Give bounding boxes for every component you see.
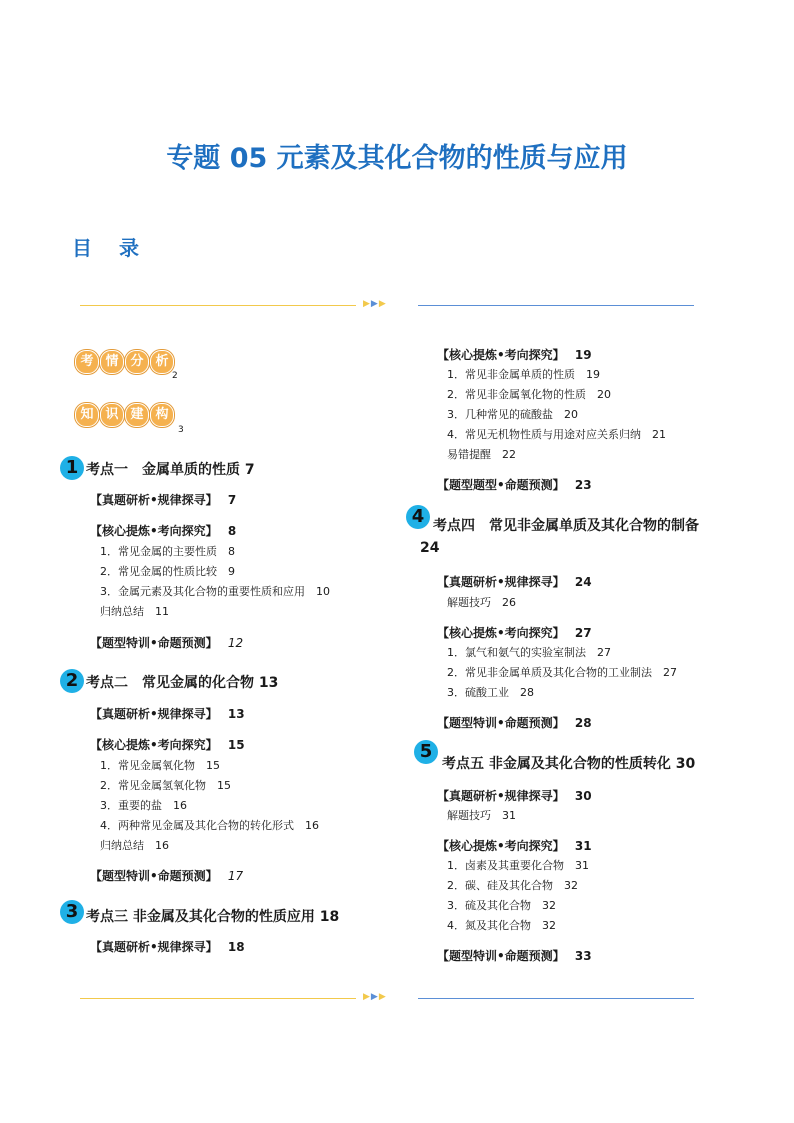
toc-item[interactable]: 2．碳、硅及其化合物 32	[447, 879, 578, 892]
divider-left	[80, 305, 356, 306]
page-number: 2	[172, 371, 178, 381]
toc-item[interactable]: 2．常见非金属单质及其化合物的工业制法 27	[447, 666, 677, 679]
section-link[interactable]: 【题型特训•命题预测】 17	[90, 869, 244, 883]
section-link[interactable]: 【题型特训•命题预测】 12	[90, 636, 244, 650]
toc-item[interactable]: 3．硫酸工业 28	[447, 686, 534, 699]
section-link[interactable]: 【题型特训•命题预测】 33	[437, 949, 592, 963]
point-number-icon: 1	[60, 456, 84, 480]
toc-item[interactable]: 3．硫及其化合物 32	[447, 899, 556, 912]
toc-item[interactable]: 4．氮及其化合物 32	[447, 919, 556, 932]
toc-item[interactable]: 1．常见金属氧化物 15	[100, 759, 220, 772]
toc-item[interactable]: 4．常见无机物性质与用途对应关系归纳 21	[447, 428, 666, 441]
page-number: 3	[178, 425, 184, 435]
toc-item[interactable]: 3．金属元素及其化合物的重要性质和应用 10	[100, 585, 330, 598]
toc-item[interactable]: 3．重要的盐 16	[100, 799, 187, 812]
toc-item[interactable]: 4．两种常见金属及其化合物的转化形式 16	[100, 819, 319, 832]
point-title[interactable]: 考点五 非金属及其化合物的性质转化 30	[442, 756, 696, 772]
point-number-icon: 3	[60, 900, 84, 924]
point-title[interactable]: 考点四 常见非金属单质及其化合物的制备	[433, 518, 699, 534]
section-link[interactable]: 【真题研析•规律探寻】 7	[90, 493, 237, 507]
badge-analysis: 考 情 分 析	[75, 350, 175, 374]
section-link[interactable]: 【核心提炼•考向探究】 8	[90, 524, 237, 538]
section-link[interactable]: 【核心提炼•考向探究】 19	[437, 348, 592, 362]
toc-item[interactable]: 2．常见非金属氧化物的性质 20	[447, 388, 611, 401]
section-link[interactable]: 【真题研析•规律探寻】 18	[90, 940, 245, 954]
point-number-icon: 5	[414, 740, 438, 764]
toc-item[interactable]: 归纳总结 11	[100, 605, 169, 618]
point-title[interactable]: 考点三 非金属及其化合物的性质应用 18	[86, 909, 340, 925]
section-link[interactable]: 【真题研析•规律探寻】 30	[437, 789, 592, 803]
toc-item[interactable]: 解题技巧 31	[447, 809, 516, 822]
section-link[interactable]: 【题型题型•命题预测】 23	[437, 478, 592, 492]
point-number-icon: 4	[406, 505, 430, 529]
section-link[interactable]: 【核心提炼•考向探究】 27	[437, 626, 592, 640]
toc-item[interactable]: 1．常见非金属单质的性质 19	[447, 368, 600, 381]
toc-item[interactable]: 易错提醒 22	[447, 448, 516, 461]
section-link[interactable]: 【核心提炼•考向探究】 31	[437, 839, 592, 853]
toc-item[interactable]: 2．常见金属氢氧化物 15	[100, 779, 231, 792]
divider-arrows: ▶▶▶	[363, 299, 387, 309]
point-number-icon: 2	[60, 669, 84, 693]
toc-item[interactable]: 1．卤素及其重要化合物 31	[447, 859, 589, 872]
point-title[interactable]: 考点一 金属单质的性质 7	[86, 462, 255, 478]
toc-item[interactable]: 3．几种常见的硫酸盐 20	[447, 408, 578, 421]
toc-item[interactable]: 解题技巧 26	[447, 596, 516, 609]
section-link[interactable]: 【真题研析•规律探寻】 24	[437, 575, 592, 589]
toc-item[interactable]: 1．氯气和氨气的实验室制法 27	[447, 646, 611, 659]
toc-item[interactable]: 1．常见金属的主要性质 8	[100, 545, 235, 558]
point-title[interactable]: 考点二 常见金属的化合物 13	[86, 675, 279, 691]
toc-item[interactable]: 2．常见金属的性质比较 9	[100, 565, 235, 578]
section-link[interactable]: 【核心提炼•考向探究】 15	[90, 738, 245, 752]
section-link[interactable]: 【题型特训•命题预测】 28	[437, 716, 592, 730]
divider-arrows: ▶▶▶	[363, 992, 387, 1002]
divider-right	[418, 305, 694, 306]
divider-right	[418, 998, 694, 999]
document-title: 专题 05 元素及其化合物的性质与应用	[166, 143, 628, 174]
badge-structure: 知 识 建 构	[75, 403, 175, 427]
point-page: 24	[420, 540, 440, 556]
toc-item[interactable]: 归纳总结 16	[100, 839, 169, 852]
divider-left	[80, 998, 356, 999]
toc-heading: 目 录	[72, 236, 149, 260]
section-link[interactable]: 【真题研析•规律探寻】 13	[90, 707, 245, 721]
